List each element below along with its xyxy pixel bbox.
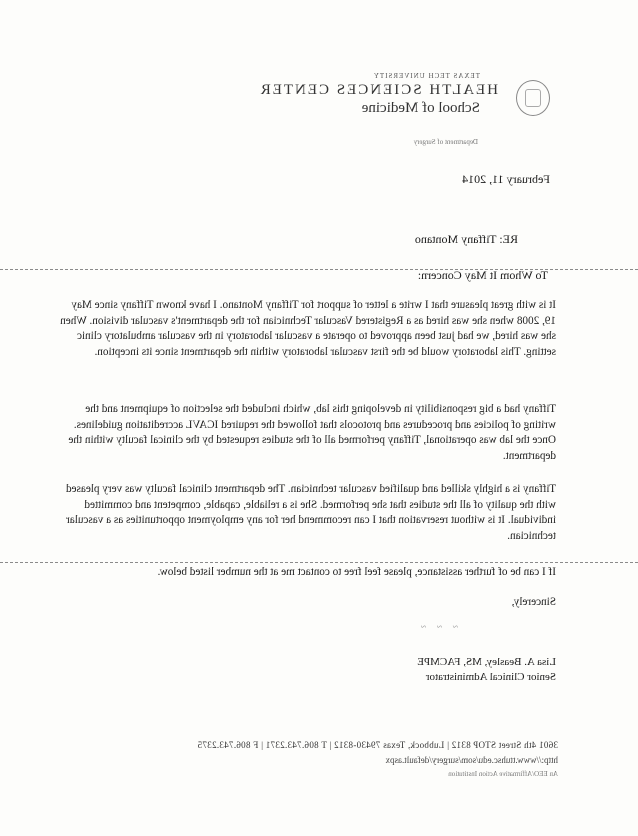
letterhead-university: TEXAS TECH UNIVERSITY [372, 72, 480, 80]
letter-salutation: To Whom It May Concern: [417, 268, 548, 282]
letterhead-school: School of Medicine [361, 100, 480, 116]
letter-paragraph: It is with great pleasure that I write a letter of support for Tiffany Montano. I have known Tiffany since May 19, 2008 when she was hired as a Registered Vascular Technician for the department's vascular division. When she was hired, we had just been approved to operate a vascular laboratory in the vascular ambulatory clinic setting. This laboratory would be the first vascular laboratory within the department since its inception. [60, 299, 556, 358]
footer-website: http://www.ttuhsc.edu/som/surgery/default.aspx [385, 755, 558, 765]
university-seal-icon [516, 80, 550, 116]
letterhead-center: HEALTH SCIENCES CENTER [258, 82, 498, 98]
letter-subject: RE: Tiffany Montano [414, 232, 518, 246]
letter-date: February 11, 2014 [462, 172, 550, 186]
signature-scribble: ~ ~ ~ [416, 622, 458, 633]
footer-address: 3601 4th Street STOP 8312 | Lubbock, Texas 79430-8312 | T 806.743.2371 | F 806.743.2375 [197, 740, 558, 750]
signer-title: Senior Clinical Administrator [425, 671, 556, 683]
letter-paragraph: Tiffany is a highly skilled and qualified vascular technician. The department clinical faculty was very pleased with the quality of all the studies that she performed. She is a reliable, capable, competent and committed individual. It is without reservation that I can recommend her for any employment opportunities as a vascular technician. [65, 483, 556, 542]
footer-eeo-statement: An EEO/Affirmative Action Institution [448, 770, 558, 778]
letterhead [260, 72, 520, 117]
letter-paragraph: Tiffany had a big responsibility in developing this lab, which included the selection of equipment and the writing of policies and procedures and protocols that followed the required ICAVL accreditation guidelines. Once the lab was operational, Tiffany performed all of the studies requested by the clinical faculty within the department. [68, 403, 556, 462]
signer-name: Lisa A. Beasley, MS, FACMPE [417, 656, 556, 668]
letter-sign-off: Sincerely, [511, 596, 556, 608]
letter-closing-line: If I can be of further assistance, please feel free to contact me at the number listed below. [157, 566, 556, 578]
letterhead-department: Department of Surgery [413, 138, 478, 146]
